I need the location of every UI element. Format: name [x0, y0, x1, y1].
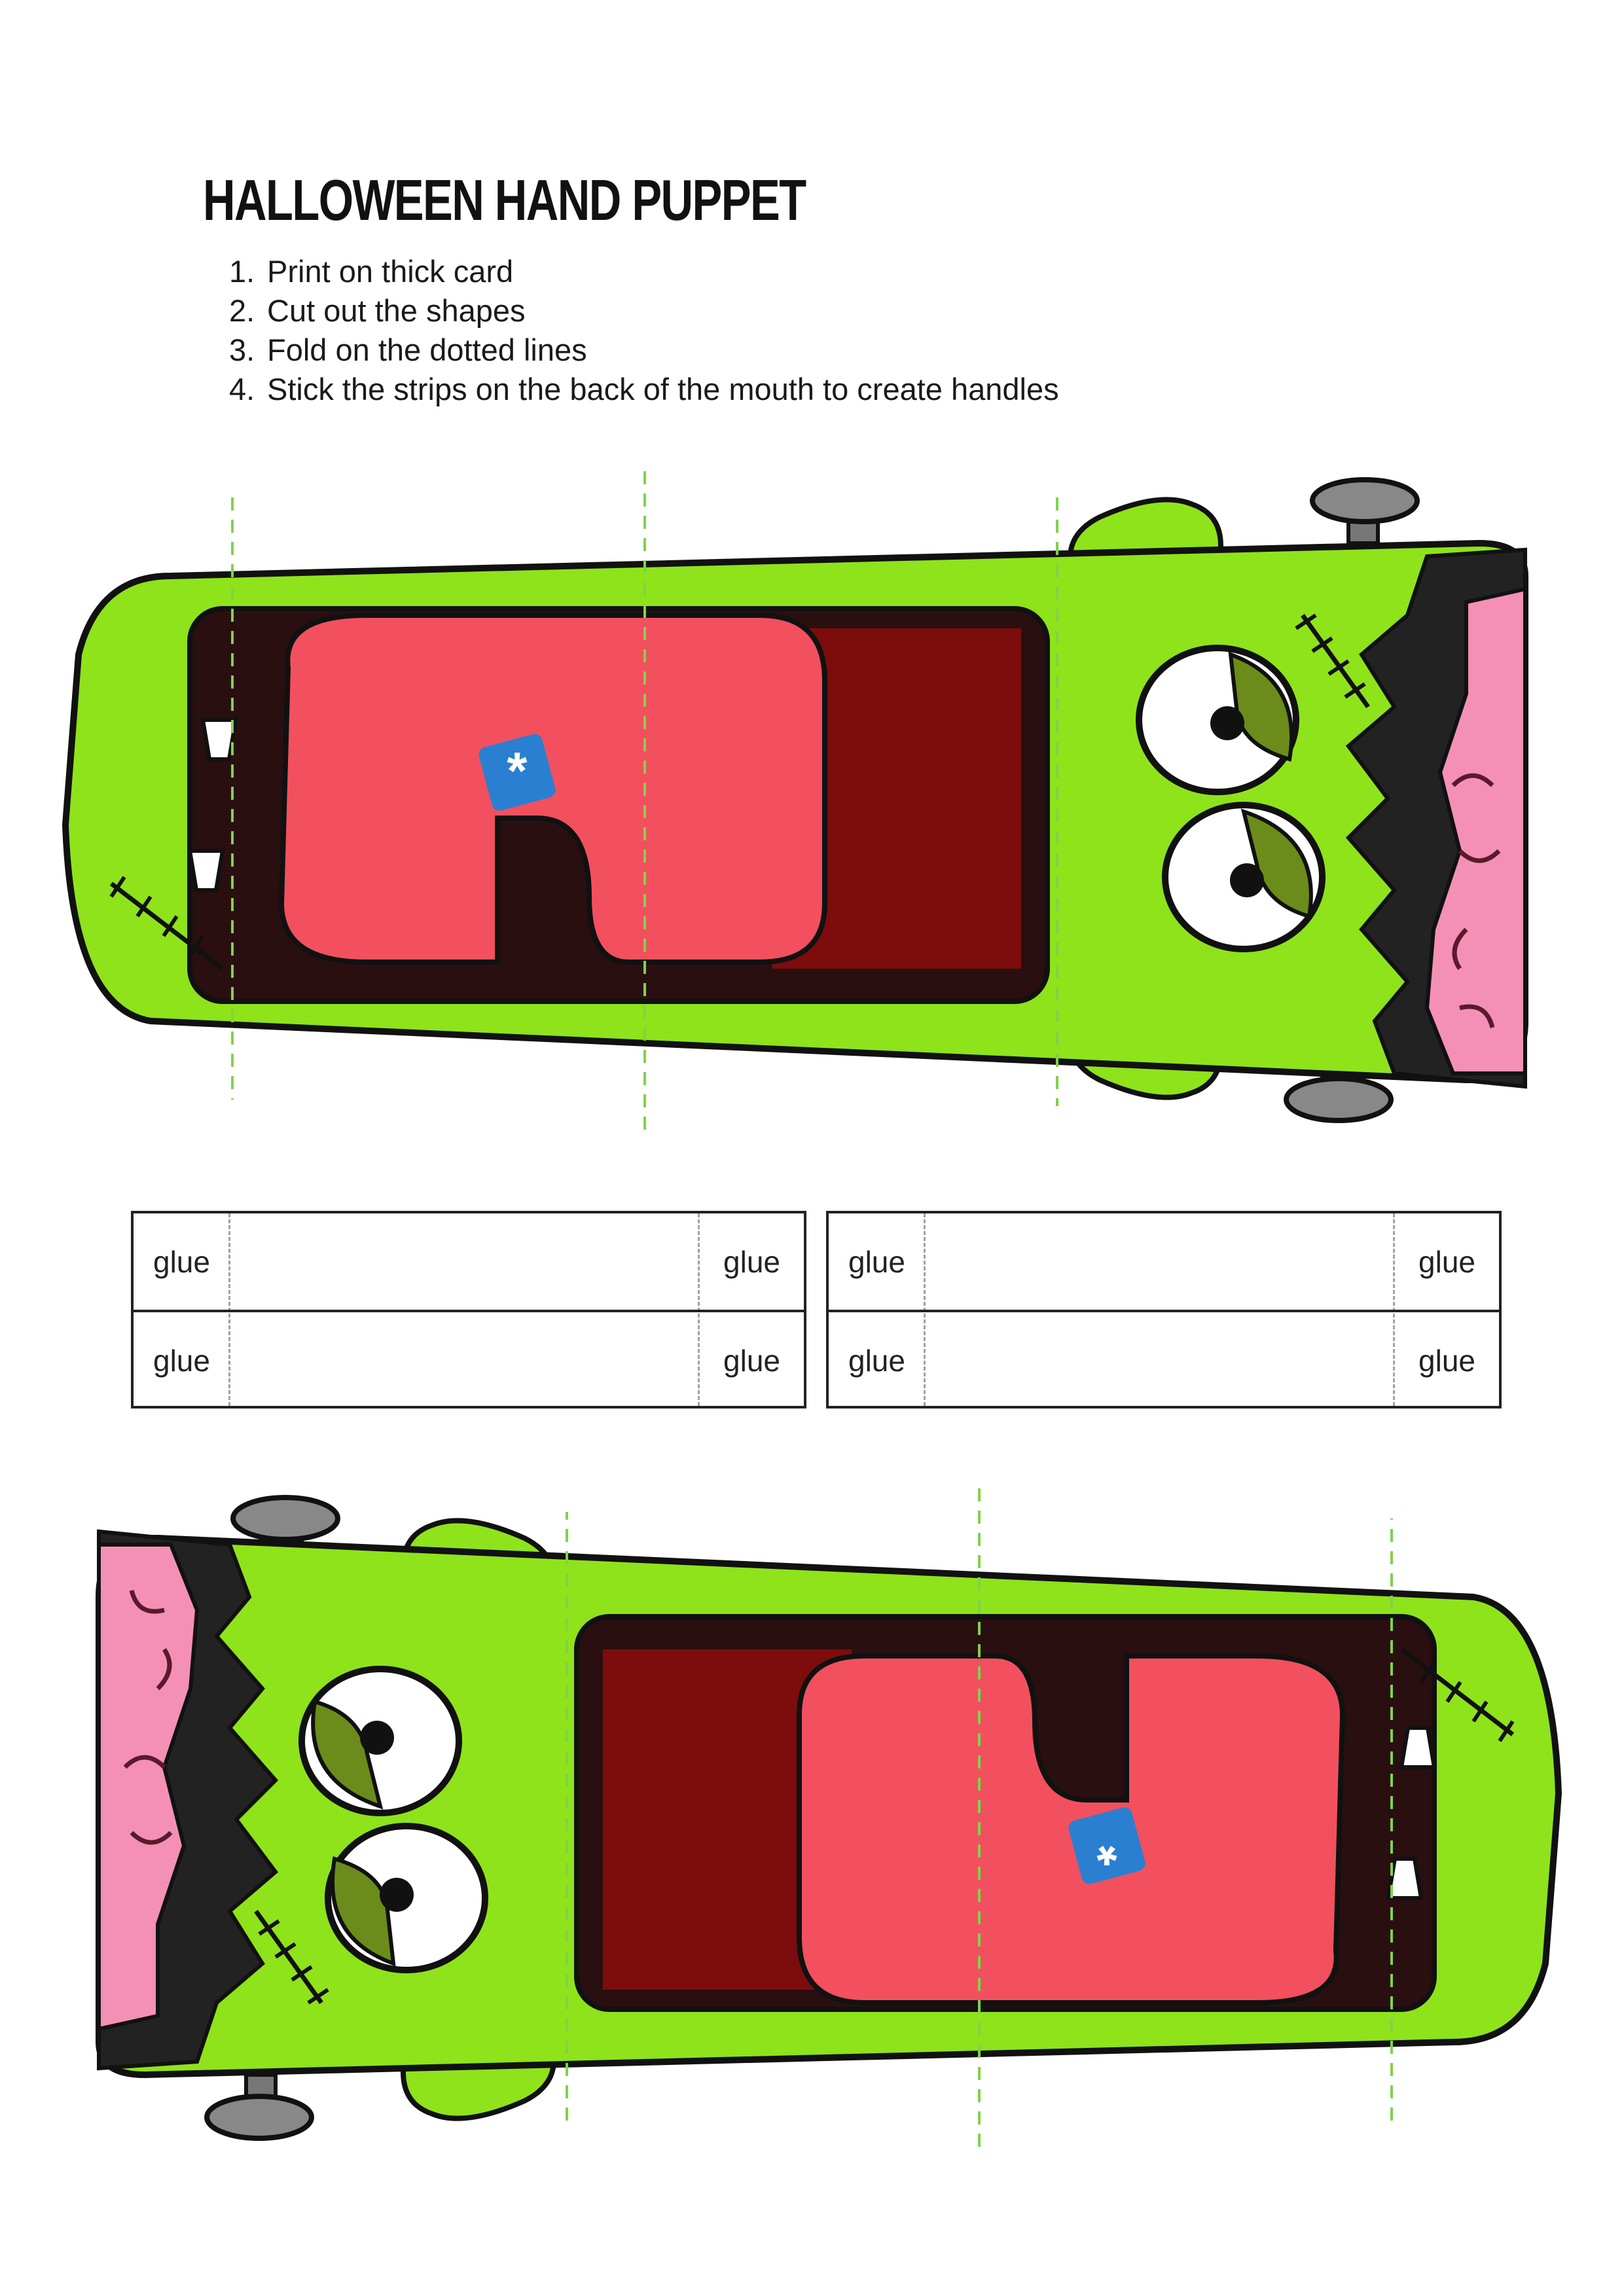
instruction-number: 1.	[229, 254, 255, 289]
monster-puppet-bottom	[99, 1479, 1559, 2147]
glue-strip	[134, 1213, 804, 1310]
glue-label: glue	[1418, 1244, 1475, 1279]
instruction-number: 2.	[229, 293, 255, 328]
glue-strip	[829, 1310, 1499, 1408]
page-title: HALLOWEEN HAND PUPPET	[203, 168, 806, 232]
instruction-text: Cut out the shapes	[267, 293, 526, 328]
glue-label: glue	[153, 1343, 210, 1378]
instruction-number: 4.	[229, 372, 255, 406]
glue-label: glue	[848, 1244, 905, 1279]
instruction-text: Fold on the dotted lines	[267, 332, 587, 367]
glue-strip	[829, 1213, 1499, 1310]
glue-label: glue	[723, 1244, 780, 1279]
glue-strip	[134, 1310, 804, 1408]
instruction-text: Stick the strips on the back of the mouth to create handles	[267, 372, 1059, 406]
glue-label: glue	[723, 1343, 780, 1378]
glue-label: glue	[1418, 1343, 1475, 1378]
glue-strip-box-right	[826, 1211, 1502, 1408]
glue-label: glue	[848, 1343, 905, 1378]
instruction-text: Print on thick card	[267, 254, 514, 289]
glue-strip-box-left	[131, 1211, 806, 1408]
instruction-number: 3.	[229, 332, 255, 367]
glue-label: glue	[153, 1244, 210, 1279]
monster-puppet-top	[65, 471, 1525, 1139]
